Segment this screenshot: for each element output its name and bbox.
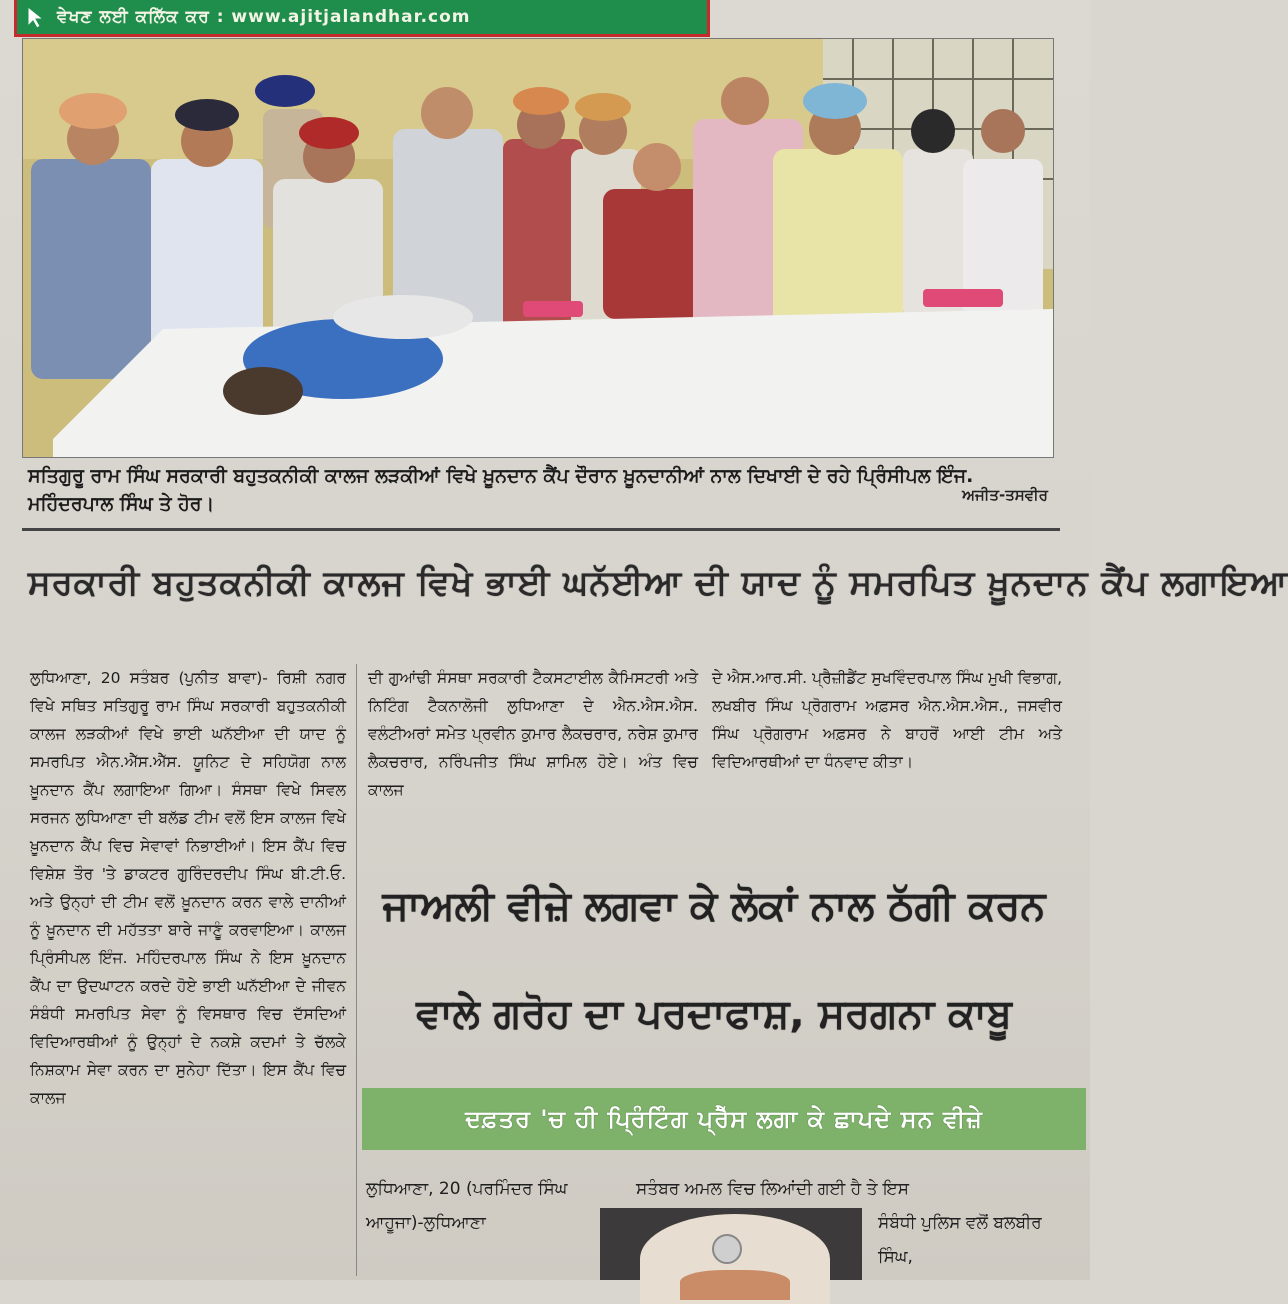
brooch-icon <box>712 1234 742 1264</box>
group-photo-blood-donation <box>23 39 1053 457</box>
photo-caption: ਸਤਿਗੁਰੂ ਰਾਮ ਸਿੰਘ ਸਰਕਾਰੀ ਬਹੁਤਕਨੀਕੀ ਕਾਲਜ ਲੜਕੀਆਂ ਵਿਖੇ ਖ਼ੂਨਦਾਨ ਕੈਂਪ ਦੌਰਾਨ ਖ਼ੂਨਦਾਨੀਆਂ ਨਾਲ ਦਿਖਾਈ ਦੇ ਰਹੇ ਪ੍ਰਿੰਸੀਪਲ ਇੰਜ. ਮਹਿੰਦਰਪਾਲ ਸਿੰਘ ਤੇ ਹੋਰ। <box>28 465 974 515</box>
website-promo-banner[interactable] <box>14 0 710 37</box>
story2-text-c: ਸੰਬੰਧੀ ਪੁਲਿਸ ਵਲੋਂ ਬਲਬੀਰ ਸਿੰਘ, <box>878 1213 1042 1267</box>
story2-text-a: ਲੁਧਿਆਣਾ, 20 (ਪਰਮਿੰਦਰ ਸਿੰਘ ਆਹੂਜਾ)-ਲੁਧਿਆਣਾ <box>366 1179 568 1233</box>
divider <box>22 528 1060 531</box>
column-divider <box>356 664 357 1276</box>
photo-credit: ਅਜੀਤ-ਤਸਵੀਰ <box>962 486 1048 504</box>
cursor-arrow-icon <box>17 2 57 32</box>
promo-text: ਵੇਖਣ ਲਈ ਕਲਿੱਕ ਕਰ : www.ajitjalandhar.com <box>57 7 471 27</box>
story2-headline: ਜਾਅਲੀ ਵੀਜ਼ੇ ਲਗਵਾ ਕੇ ਲੋਕਾਂ ਨਾਲ ਠੱਗੀ ਕਰਨ ਵਾਲੇ ਗਰੋਹ ਦਾ ਪਰਦਾਫਾਸ਼, ਸਰਗਨਾ ਕਾਬੂ <box>382 883 1046 1037</box>
story1-column-2: ਦੀ ਗੁਆਂਢੀ ਸੰਸਥਾ ਸਰਕਾਰੀ ਟੈਕਸਟਾਈਲ ਕੈਮਿਸਟਰੀ ਅਤੇ ਨਿਟਿੰਗ ਟੈਕਨਾਲੋਜੀ ਲੁਧਿਆਣਾ ਦੇ ਐਨ.ਐਸ.ਐਸ. ਵਲੰਟੀਅਰਾਂ ਸਮੇਤ ਪ੍ਰਵੀਨ ਕੁਮਾਰ ਲੈਕਚਰਾਰ, ਨਰੇਸ਼ ਕੁਮਾਰ ਲੈਕਚਰਾਰ, ਨਰਿੰਪਜੀਤ ਸਿੰਘ ਸ਼ਾਮਿਲ ਹੋਏ। ਅੰਤ ਵਿਚ ਕਾਲਜ <box>368 669 698 799</box>
story1-column-3: ਦੇ ਐਸ.ਆਰ.ਸੀ. ਪ੍ਰੈਜ਼ੀਡੈਂਟ ਸੁਖਵਿੰਦਰਪਾਲ ਸਿੰਘ ਮੁਖੀ ਵਿਭਾਗ, ਲਖਬੀਰ ਸਿੰਘ ਪ੍ਰੋਗਰਾਮ ਅਫ਼ਸਰ ਐਨ.ਐਸ.ਐਸ., ਜਸਵੀਰ ਸਿੰਘ ਪ੍ਰੋਗਰਾਮ ਅਫ਼ਸਰ ਨੇ ਬਾਹਰੋਂ ਆਈ ਟੀਮ ਅਤੇ ਵਿਦਿਆਰਥੀਆਂ ਦਾ ਧੰਨਵਾਦ ਕੀਤਾ। <box>712 669 1062 771</box>
story1-column-1: ਲੁਧਿਆਣਾ, 20 ਸਤੰਬਰ (ਪੁਨੀਤ ਬਾਵਾ)- ਰਿਸ਼ੀ ਨਗਰ ਵਿਖੇ ਸਥਿਤ ਸਤਿਗੁਰੂ ਰਾਮ ਸਿੰਘ ਸਰਕਾਰੀ ਬਹੁਤਕਨੀਕੀ ਕਾਲਜ ਲੜਕੀਆਂ ਵਿਖੇ ਭਾਈ ਘਨੱਈਆ ਦੀ ਯਾਦ ਨੂੰ ਸਮਰਪਿਤ ਐਨ.ਐੱਸ.ਐੱਸ. ਯੂਨਿਟ ਦੇ ਸਹਿਯੋਗ ਨਾਲ ਖ਼ੂਨਦਾਨ ਕੈਂਪ ਲਗਾਇਆ ਗਿਆ। ਸੰਸਥਾ ਵਿਖੇ ਸਿਵਲ ਸਰਜਨ ਲੁਧਿਆਣਾ ਦੀ ਬਲੱਡ ਟੀਮ ਵਲੋਂ ਇਸ ਕਾਲਜ ਵਿਖੇ ਖ਼ੂਨਦਾਨ ਕੈਂਪ ਵਿਚ ਸੇਵਾਵਾਂ ਨਿਭਾਈਆਂ। ਇਸ ਕੈਂਪ ਵਿਚ ਵਿਸ਼ੇਸ਼ ਤੌਰ 'ਤੇ ਡਾਕਟਰ ਗੁਰਿੰਦਰਦੀਪ ਸਿੰਘ ਬੀ.ਟੀ.ਓ. ਅਤੇ ਉਨ੍ਹਾਂ ਦੀ ਟੀਮ ਵਲੋਂ ਖ਼ੂਨਦਾਨ ਕਰਨ ਵਾਲੇ ਦਾਨੀਆਂ ਨੂੰ ਖ਼ੂਨਦਾਨ ਦੀ ਮਹੱਤਤਾ ਬਾਰੇ ਜਾਣੂੰ ਕਰਵਾਇਆ। ਕਾਲਜ ਪ੍ਰਿੰਸੀਪਲ ਇੰਜ. ਮਹਿੰਦਰਪਾਲ ਸਿੰਘ ਨੇ ਇਸ ਖ਼ੂਨਦਾਨ ਕੈਂਪ ਦਾ ਉਦਘਾਟਨ ਕਰਦੇ ਹੋਏ ਭਾਈ ਘਨੱਈਆ ਦੇ ਜੀਵਨ ਸੰਬੰਧੀ ਸਮਰਪਿਤ ਸੇਵਾ ਨੂੰ ਵਿਸਥਾਰ ਵਿਚ ਦੱਸਦਿਆਂ ਵਿਦਿਆਰਥੀਆਂ ਨੂੰ ਉਨ੍ਹਾਂ ਦੇ ਨਕਸ਼ੇ ਕਦਮਾਂ ਤੇ ਚੱਲਕੇ ਨਿਸ਼ਕਾਮ ਸੇਵਾ ਕਰਨ ਦਾ ਸੁਨੇਹਾ ਦਿੱਤਾ। ਇਸ ਕੈਂਪ ਵਿਚ ਕਾਲਜ <box>30 669 346 1107</box>
accused-portrait <box>600 1208 862 1280</box>
news-photo <box>22 38 1054 458</box>
story2-text-b: ਸਤੰਬਰ ਅਮਲ ਵਿਚ ਲਿਆਂਦੀ ਗਈ ਹੈ ਤੇ ਇਸ <box>636 1179 909 1199</box>
story1-headline: ਸਰਕਾਰੀ ਬਹੁਤਕਨੀਕੀ ਕਾਲਜ ਵਿਖੇ ਭਾਈ ਘਨੱਈਆ ਦੀ ਯਾਦ ਨੂੰ ਸਮਰਪਿਤ ਖ਼ੂਨਦਾਨ ਕੈਂਪ ਲਗਾਇਆ <box>28 563 1288 603</box>
face-shape <box>680 1270 790 1300</box>
story2-subhead-banner <box>362 1088 1086 1150</box>
story2-subhead: ਦਫ਼ਤਰ 'ਚ ਹੀ ਪ੍ਰਿੰਟਿੰਗ ਪ੍ਰੈੱਸ ਲਗਾ ਕੇ ਛਾਪਦੇ ਸਨ ਵੀਜ਼ੇ <box>465 1105 983 1133</box>
